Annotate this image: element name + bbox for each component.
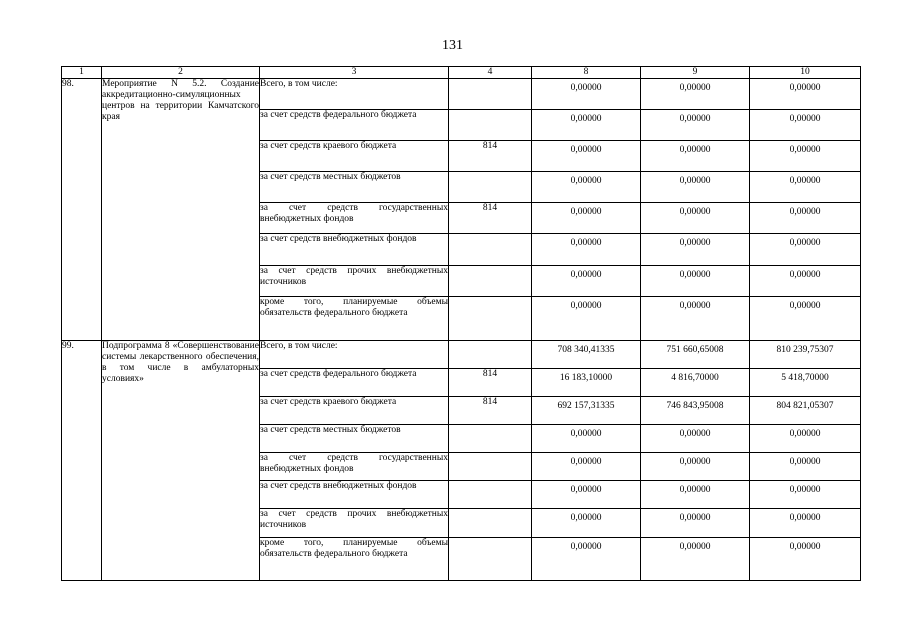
- value-col-10: [750, 172, 861, 203]
- value-text: 0,00000: [789, 485, 821, 495]
- budget-code: [449, 509, 532, 538]
- header-cell: 4: [449, 67, 532, 79]
- value-col-8: [532, 203, 641, 234]
- row-number: 99.: [62, 341, 102, 581]
- budget-code: 814: [449, 141, 532, 172]
- budget-code: 814: [449, 369, 532, 397]
- value-col-8: [532, 369, 641, 397]
- funding-source: кроме того, планируемые объемы обязательств федерального бюджета: [260, 538, 449, 581]
- header-cell: 2: [102, 67, 260, 79]
- funding-source: за счет средств краевого бюджета: [260, 141, 449, 172]
- value-text: 5 418,70000: [781, 373, 829, 383]
- value-text: 0,00000: [570, 83, 602, 93]
- value-text: 0,00000: [570, 457, 602, 467]
- value-text: 0,00000: [679, 207, 711, 217]
- value-col-8: [532, 341, 641, 369]
- value-col-8: [532, 110, 641, 141]
- value-col-9: [641, 509, 750, 538]
- value-col-9: [641, 266, 750, 297]
- value-text: 0,00000: [789, 270, 821, 280]
- value-text: 0,00000: [679, 270, 711, 280]
- budget-code: [449, 266, 532, 297]
- value-col-10: [750, 425, 861, 453]
- funding-source: кроме того, планируемые объемы обязательств федерального бюджета: [260, 297, 449, 341]
- value-text: 0,00000: [789, 114, 821, 124]
- value-text: 804 821,05307: [776, 401, 834, 411]
- value-col-9: [641, 538, 750, 581]
- value-col-10: [750, 538, 861, 581]
- value-text: 0,00000: [789, 513, 821, 523]
- value-col-8: [532, 425, 641, 453]
- header-cell: 9: [641, 67, 750, 79]
- value-text: 0,00000: [570, 238, 602, 248]
- value-text: 0,00000: [570, 270, 602, 280]
- value-text: 810 239,75307: [776, 345, 834, 355]
- value-col-8: [532, 453, 641, 481]
- value-text: 708 340,41335: [557, 345, 615, 355]
- budget-table: [61, 66, 861, 581]
- value-col-8: [532, 538, 641, 581]
- budget-code: [449, 481, 532, 509]
- value-text: 0,00000: [570, 114, 602, 124]
- table-row: [62, 79, 861, 110]
- header-row: [62, 67, 861, 79]
- value-text: 0,00000: [570, 301, 602, 311]
- value-text: 0,00000: [789, 301, 821, 311]
- value-col-8: [532, 79, 641, 110]
- value-col-8: [532, 397, 641, 425]
- funding-source: за счет средств краевого бюджета: [260, 397, 449, 425]
- budget-code: [449, 79, 532, 110]
- value-col-9: [641, 141, 750, 172]
- funding-source: за счет средств внебюджетных фондов: [260, 234, 449, 266]
- value-col-8: [532, 509, 641, 538]
- value-col-10: [750, 369, 861, 397]
- budget-code: 814: [449, 203, 532, 234]
- value-text: 4 816,70000: [671, 373, 719, 383]
- value-text: 751 660,65008: [666, 345, 724, 355]
- value-col-10: [750, 203, 861, 234]
- funding-source: за счет средств прочих внебюджетных источников: [260, 509, 449, 538]
- value-col-9: [641, 172, 750, 203]
- item-name: Мероприятие N 5.2. Создание аккредитационно-симуляционных центров на территории Камчатского края: [102, 79, 260, 341]
- value-col-10: [750, 266, 861, 297]
- value-col-8: [532, 297, 641, 341]
- budget-code: 814: [449, 397, 532, 425]
- value-col-9: [641, 425, 750, 453]
- funding-source: за счет средств государственных внебюджетных фондов: [260, 453, 449, 481]
- value-text: 0,00000: [570, 513, 602, 523]
- budget-code: [449, 297, 532, 341]
- value-text: 0,00000: [679, 542, 711, 552]
- header-cell: 10: [750, 67, 861, 79]
- header-cell: 1: [62, 67, 102, 79]
- value-text: 0,00000: [570, 176, 602, 186]
- value-col-9: [641, 203, 750, 234]
- value-col-10: [750, 341, 861, 369]
- value-col-10: [750, 397, 861, 425]
- value-col-8: [532, 141, 641, 172]
- value-col-10: [750, 509, 861, 538]
- value-text: 0,00000: [789, 542, 821, 552]
- value-col-9: [641, 369, 750, 397]
- value-text: 0,00000: [570, 542, 602, 552]
- value-text: 0,00000: [789, 176, 821, 186]
- funding-source: Всего, в том числе:: [260, 341, 449, 369]
- value-col-9: [641, 297, 750, 341]
- funding-source: за счет средств государственных внебюджетных фондов: [260, 203, 449, 234]
- budget-code: [449, 425, 532, 453]
- value-text: 0,00000: [570, 485, 602, 495]
- value-text: 0,00000: [679, 457, 711, 467]
- value-col-9: [641, 110, 750, 141]
- value-text: 0,00000: [679, 485, 711, 495]
- funding-source: за счет средств прочих внебюджетных источников: [260, 266, 449, 297]
- value-text: 0,00000: [570, 429, 602, 439]
- value-col-9: [641, 341, 750, 369]
- header-cell: 8: [532, 67, 641, 79]
- value-text: 0,00000: [679, 83, 711, 93]
- value-text: 692 157,31335: [557, 401, 615, 411]
- budget-code: [449, 341, 532, 369]
- value-text: 0,00000: [679, 429, 711, 439]
- value-text: 0,00000: [789, 238, 821, 248]
- value-col-9: [641, 234, 750, 266]
- value-col-10: [750, 234, 861, 266]
- value-col-8: [532, 481, 641, 509]
- header-cell: 3: [260, 67, 449, 79]
- value-col-8: [532, 172, 641, 203]
- value-col-10: [750, 481, 861, 509]
- value-col-8: [532, 234, 641, 266]
- value-text: 0,00000: [789, 457, 821, 467]
- value-text: 0,00000: [789, 207, 821, 217]
- value-text: 0,00000: [789, 429, 821, 439]
- value-text: 0,00000: [789, 83, 821, 93]
- table-row: [62, 341, 861, 369]
- value-col-8: [532, 266, 641, 297]
- row-number: 98.: [62, 79, 102, 341]
- value-text: 0,00000: [679, 145, 711, 155]
- value-text: 0,00000: [679, 176, 711, 186]
- value-col-10: [750, 297, 861, 341]
- value-text: 0,00000: [789, 145, 821, 155]
- funding-source: за счет средств федерального бюджета: [260, 110, 449, 141]
- value-text: 0,00000: [679, 513, 711, 523]
- value-text: 0,00000: [679, 301, 711, 311]
- funding-source: за счет средств местных бюджетов: [260, 425, 449, 453]
- page-number: 131: [442, 38, 463, 53]
- value-text: 0,00000: [570, 145, 602, 155]
- value-text: 16 183,10000: [559, 373, 613, 383]
- value-text: 0,00000: [570, 207, 602, 217]
- value-col-9: [641, 453, 750, 481]
- funding-source: Всего, в том числе:: [260, 79, 449, 110]
- value-col-10: [750, 141, 861, 172]
- value-text: 0,00000: [679, 238, 711, 248]
- value-col-10: [750, 453, 861, 481]
- value-col-10: [750, 110, 861, 141]
- funding-source: за счет средств внебюджетных фондов: [260, 481, 449, 509]
- budget-code: [449, 110, 532, 141]
- value-col-9: [641, 397, 750, 425]
- funding-source: за счет средств федерального бюджета: [260, 369, 449, 397]
- item-name: Подпрограмма 8 «Совершенствование системы лекарственного обеспечения, в том числе в амбулаторных условиях»: [102, 341, 260, 581]
- budget-code: [449, 453, 532, 481]
- funding-source: за счет средств местных бюджетов: [260, 172, 449, 203]
- value-col-9: [641, 481, 750, 509]
- value-col-10: [750, 79, 861, 110]
- value-text: 746 843,95008: [666, 401, 724, 411]
- value-col-9: [641, 79, 750, 110]
- budget-code: [449, 172, 532, 203]
- budget-code: [449, 234, 532, 266]
- value-text: 0,00000: [679, 114, 711, 124]
- budget-code: [449, 538, 532, 581]
